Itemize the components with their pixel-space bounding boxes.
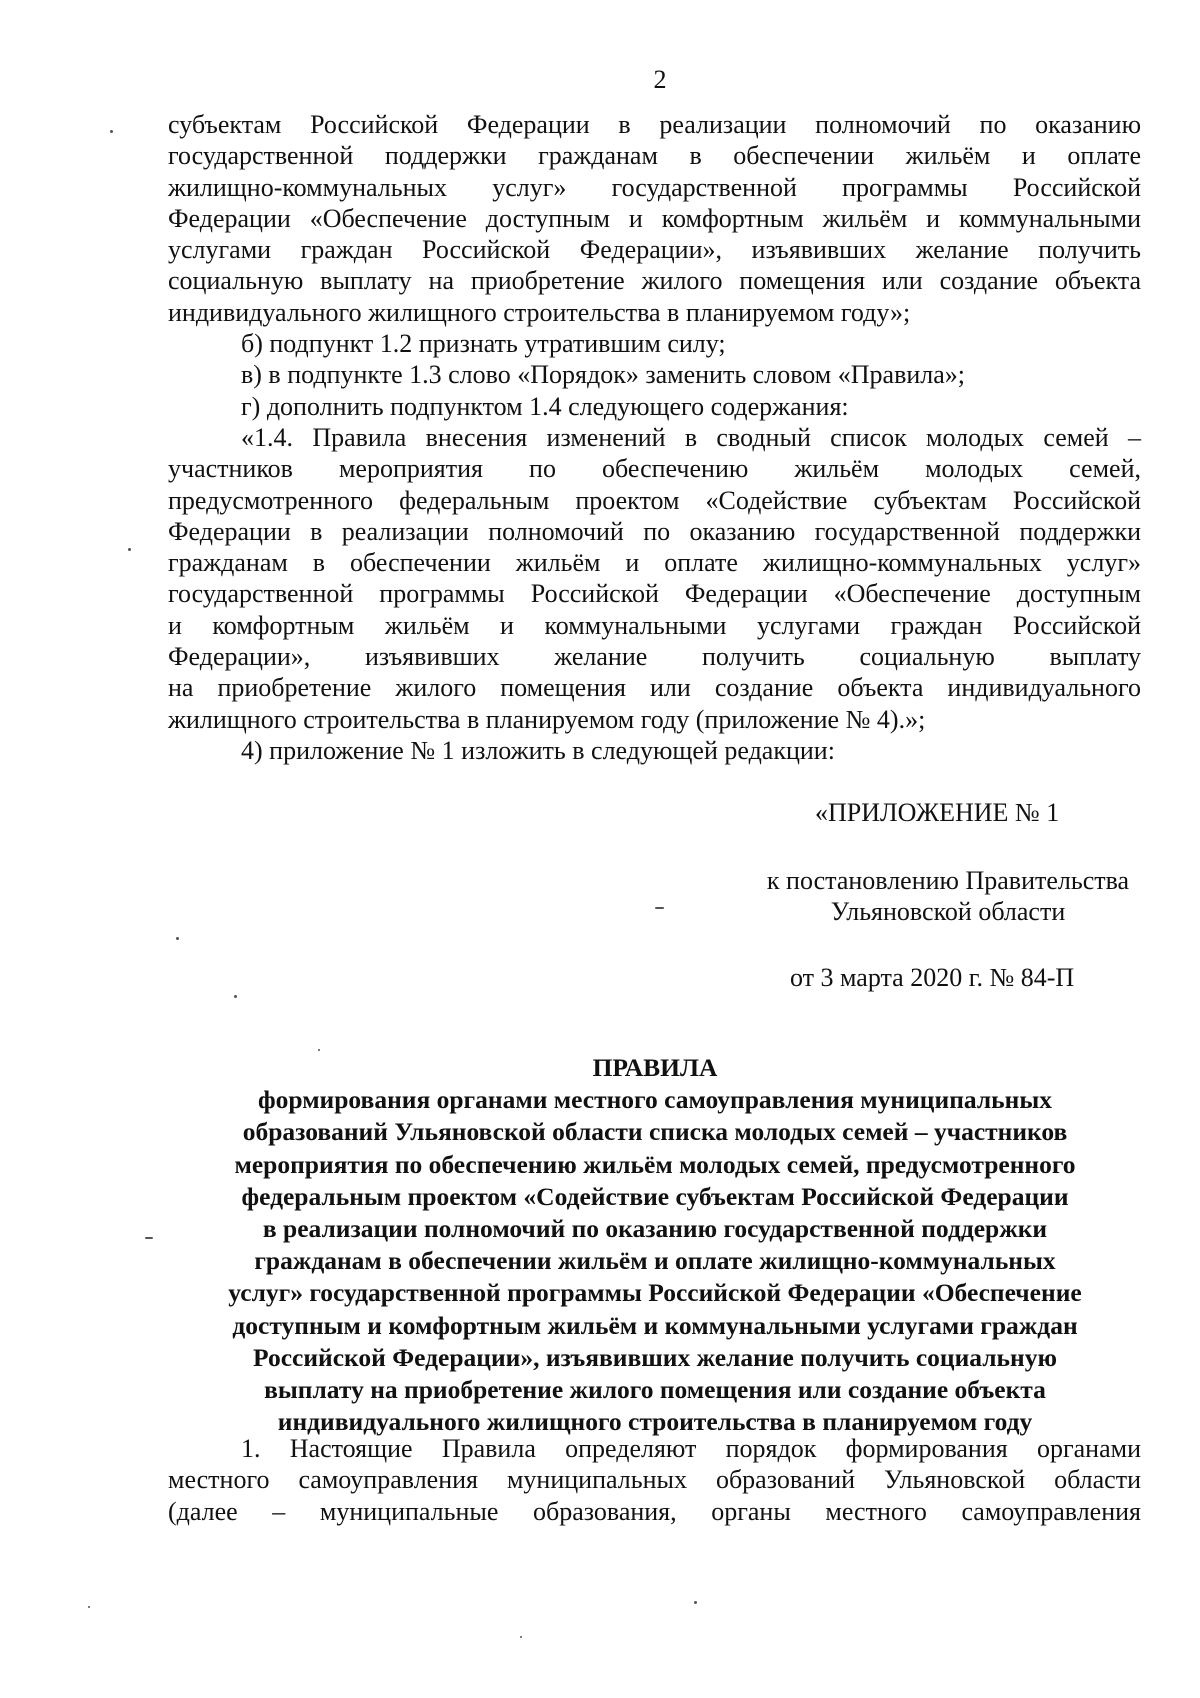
rules-title-line: Российской Федерации», изъявивших желание получить социальную	[253, 1342, 1057, 1372]
text-line: участников мероприятия по обеспечению жильём молодых семей,	[168, 454, 1141, 484]
scan-speck	[694, 1601, 697, 1604]
rules-paragraph-1	[168, 1433, 1141, 1527]
amendment-text	[168, 109, 1141, 766]
text-line: г) дополнить подпунктом 1.4 следующего содержания:	[241, 391, 849, 421]
rules-title-line: формирования органами местного самоуправления муниципальных	[258, 1085, 1052, 1115]
rules-title-line: гражданам в обеспечении жильём и оплате жилищно-коммунальных	[254, 1246, 1056, 1276]
text-line: предусмотренного федеральным проектом «Содействие субъектам Российской	[168, 485, 1141, 515]
rules-title-line: образований Ульяновской области списка молодых семей – участников	[242, 1117, 1068, 1147]
scan-speck	[88, 1606, 90, 1608]
appendix-recipient	[738, 865, 1158, 928]
appendix-recipient-line: Ульяновской области	[830, 897, 1066, 927]
text-line: Федерации «Обеспечение доступным и комфортным жильём и коммунальными	[168, 203, 1141, 233]
text-line: в) в подпункте 1.3 слово «Порядок» заменить словом «Правила»;	[241, 360, 966, 390]
text-line: (далее – муниципальные образования, органы местного самоуправления	[168, 1496, 1141, 1526]
rules-title	[175, 1052, 1135, 1438]
scan-speck	[234, 995, 237, 998]
appendix-recipient-line: к постановлению Правительства	[766, 866, 1130, 895]
text-line: социальную выплату на приобретение жилого помещения или создание объекта	[168, 266, 1141, 296]
scan-speck	[176, 937, 179, 940]
text-line: услугами граждан Российской Федерации», изъявивших желание получить	[168, 235, 1141, 265]
text-line: государственной поддержки гражданам в обеспечении жильём и оплате	[168, 141, 1141, 171]
scan-speck	[110, 130, 113, 133]
text-line: и комфортным жильём и коммунальными услугами граждан Российской	[168, 610, 1141, 640]
text-line: 1. Настоящие Правила определяют порядок формирования органами	[241, 1434, 1141, 1463]
appendix-label: «ПРИЛОЖЕНИЕ № 1	[815, 798, 1060, 827]
scan-speck	[655, 907, 664, 909]
scan-speck	[318, 1049, 320, 1051]
rules-title-line: выплату на приобретение жилого помещения или создание объекта	[264, 1375, 1046, 1405]
rules-title-line: в реализации полномочий по оказанию государственной поддержки	[262, 1214, 1048, 1244]
scan-speck	[128, 548, 131, 551]
text-line: субъектам Российской Федерации в реализации полномочий по оказанию	[168, 110, 1141, 139]
text-line: жилищно-коммунальных услуг» государственной программы Российской	[168, 172, 1141, 202]
text-line: государственной программы Российской Федерации «Обеспечение доступным	[168, 579, 1141, 609]
rules-title-line: доступным и комфортным жильём и коммунальными услугами граждан	[232, 1310, 1078, 1340]
page-number: 2	[653, 65, 667, 94]
text-line: индивидуального жилищного строительства в планируемом году»;	[168, 297, 911, 327]
text-line: Федерации в реализации полномочий по оказанию государственной поддержки	[168, 516, 1141, 546]
text-line: жилищного строительства в планируемом году (приложение № 4).»;	[168, 704, 926, 734]
text-line: местного самоуправления муниципальных образований Ульяновской области	[168, 1465, 1141, 1495]
text-line: Федерации», изъявивших желание получить социальную выплату	[168, 642, 1141, 672]
text-line: на приобретение жилого помещения или создание объекта индивидуального	[168, 673, 1141, 703]
rules-title-heading: ПРАВИЛА	[592, 1053, 718, 1082]
rules-title-line: мероприятия по обеспечению жильём молодых семей, предусмотренного	[234, 1149, 1076, 1179]
text-line: «1.4. Правила внесения изменений в сводный список молодых семей –	[241, 422, 1141, 452]
appendix-date: от 3 марта 2020 г. № 84-П	[790, 963, 1075, 992]
text-line: гражданам в обеспечении жильём и оплате жилищно-коммунальных услуг»	[168, 548, 1141, 578]
rules-title-line: федеральным проектом «Содействие субъектам Российской Федерации	[241, 1181, 1069, 1211]
rules-title-line: индивидуального жилищного строительства в планируемом году	[277, 1407, 1033, 1437]
text-line: б) подпункт 1.2 признать утратившим силу;	[241, 329, 726, 359]
scan-speck	[520, 1636, 522, 1638]
text-line: 4) приложение № 1 изложить в следующей редакции:	[241, 735, 835, 765]
rules-title-line: услуг» государственной программы Российской Федерации «Обеспечение	[228, 1278, 1082, 1308]
scan-speck	[145, 1237, 153, 1239]
